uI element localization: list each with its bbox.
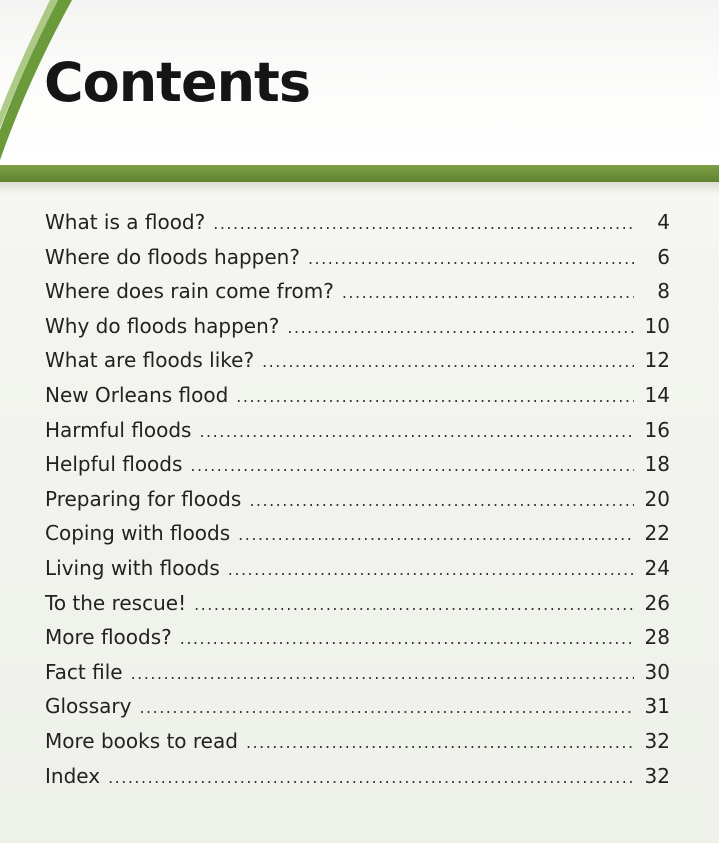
- toc-entry-page: 10: [644, 313, 670, 338]
- toc-entry-page: 4: [657, 210, 670, 234]
- toc-entry-label: Why do floods happen?: [45, 313, 280, 338]
- dot-leader: [194, 595, 634, 614]
- toc-entry-page: 20: [644, 486, 670, 511]
- toc-entry-page: 16: [644, 417, 670, 442]
- dot-leader: [228, 560, 634, 579]
- green-header-band: [0, 165, 719, 182]
- dot-leader: [262, 352, 634, 371]
- toc-entry[interactable]: [45, 279, 670, 314]
- toc-entry-label: What is a flood?: [45, 210, 206, 234]
- dot-leader: [199, 422, 634, 441]
- dot-leader: [238, 525, 634, 544]
- toc-entry-label: Helpful floods: [45, 452, 183, 477]
- dot-leader: [308, 249, 634, 268]
- toc-entry-label: More floods?: [45, 625, 172, 650]
- toc-entry-page: 18: [644, 452, 670, 477]
- table-of-contents: [45, 210, 670, 798]
- toc-entry[interactable]: [45, 452, 670, 487]
- header-area: [0, 0, 719, 165]
- toc-entry[interactable]: [45, 521, 670, 556]
- toc-entry-page: 32: [644, 763, 670, 788]
- dot-leader: [180, 629, 634, 648]
- toc-entry-page: 6: [657, 244, 670, 269]
- toc-entry-page: 14: [644, 382, 670, 407]
- toc-entry-label: Living with floods: [45, 555, 220, 580]
- toc-entry[interactable]: [45, 348, 670, 383]
- toc-entry[interactable]: [45, 660, 670, 695]
- band-shadow: [0, 182, 719, 194]
- toc-entry[interactable]: [45, 245, 670, 280]
- toc-entry[interactable]: [45, 764, 670, 799]
- toc-entry-page: 12: [644, 348, 670, 373]
- toc-entry[interactable]: [45, 383, 670, 418]
- dot-leader: [213, 214, 634, 233]
- toc-entry[interactable]: [45, 487, 670, 522]
- dot-leader: [249, 491, 634, 510]
- toc-entry-label: What are floods like?: [45, 348, 255, 373]
- toc-entry-page: 26: [644, 590, 670, 615]
- toc-entry-label: Preparing for floods: [45, 486, 242, 511]
- dot-leader: [287, 318, 634, 337]
- toc-entry-page: 32: [644, 728, 670, 753]
- toc-entry-label: More books to read: [45, 728, 238, 753]
- toc-entry-label: Coping with floods: [45, 521, 231, 546]
- dot-leader: [139, 698, 634, 717]
- dot-leader: [246, 733, 634, 752]
- toc-entry-page: 30: [644, 659, 670, 684]
- dot-leader: [342, 283, 634, 302]
- dot-leader: [108, 768, 634, 787]
- toc-entry-label: Fact file: [45, 659, 123, 684]
- toc-entry-label: Harmful floods: [45, 417, 192, 442]
- toc-entry[interactable]: [45, 625, 670, 660]
- toc-entry-label: New Orleans flood: [45, 382, 229, 407]
- dot-leader: [236, 387, 634, 406]
- dot-leader: [131, 664, 634, 683]
- toc-entry[interactable]: [45, 314, 670, 349]
- toc-entry[interactable]: [45, 694, 670, 729]
- toc-entry[interactable]: [45, 210, 670, 245]
- toc-entry-label: To the rescue!: [45, 590, 187, 615]
- toc-entry-page: 22: [644, 521, 670, 546]
- toc-entry[interactable]: [45, 729, 670, 764]
- toc-entry-label: Where do floods happen?: [45, 244, 300, 269]
- toc-entry-label: Where does rain come from?: [45, 279, 334, 304]
- toc-entry-page: 24: [644, 555, 670, 580]
- toc-entry[interactable]: [45, 591, 670, 626]
- toc-entry-page: 28: [644, 625, 670, 650]
- toc-entry[interactable]: [45, 556, 670, 591]
- toc-entry-page: 8: [657, 279, 670, 304]
- page-title: Contents: [44, 51, 311, 114]
- dot-leader: [190, 456, 634, 475]
- toc-entry[interactable]: [45, 418, 670, 453]
- toc-entry-label: Glossary: [45, 694, 132, 719]
- toc-entry-page: 31: [644, 694, 670, 719]
- toc-entry-label: Index: [45, 763, 101, 788]
